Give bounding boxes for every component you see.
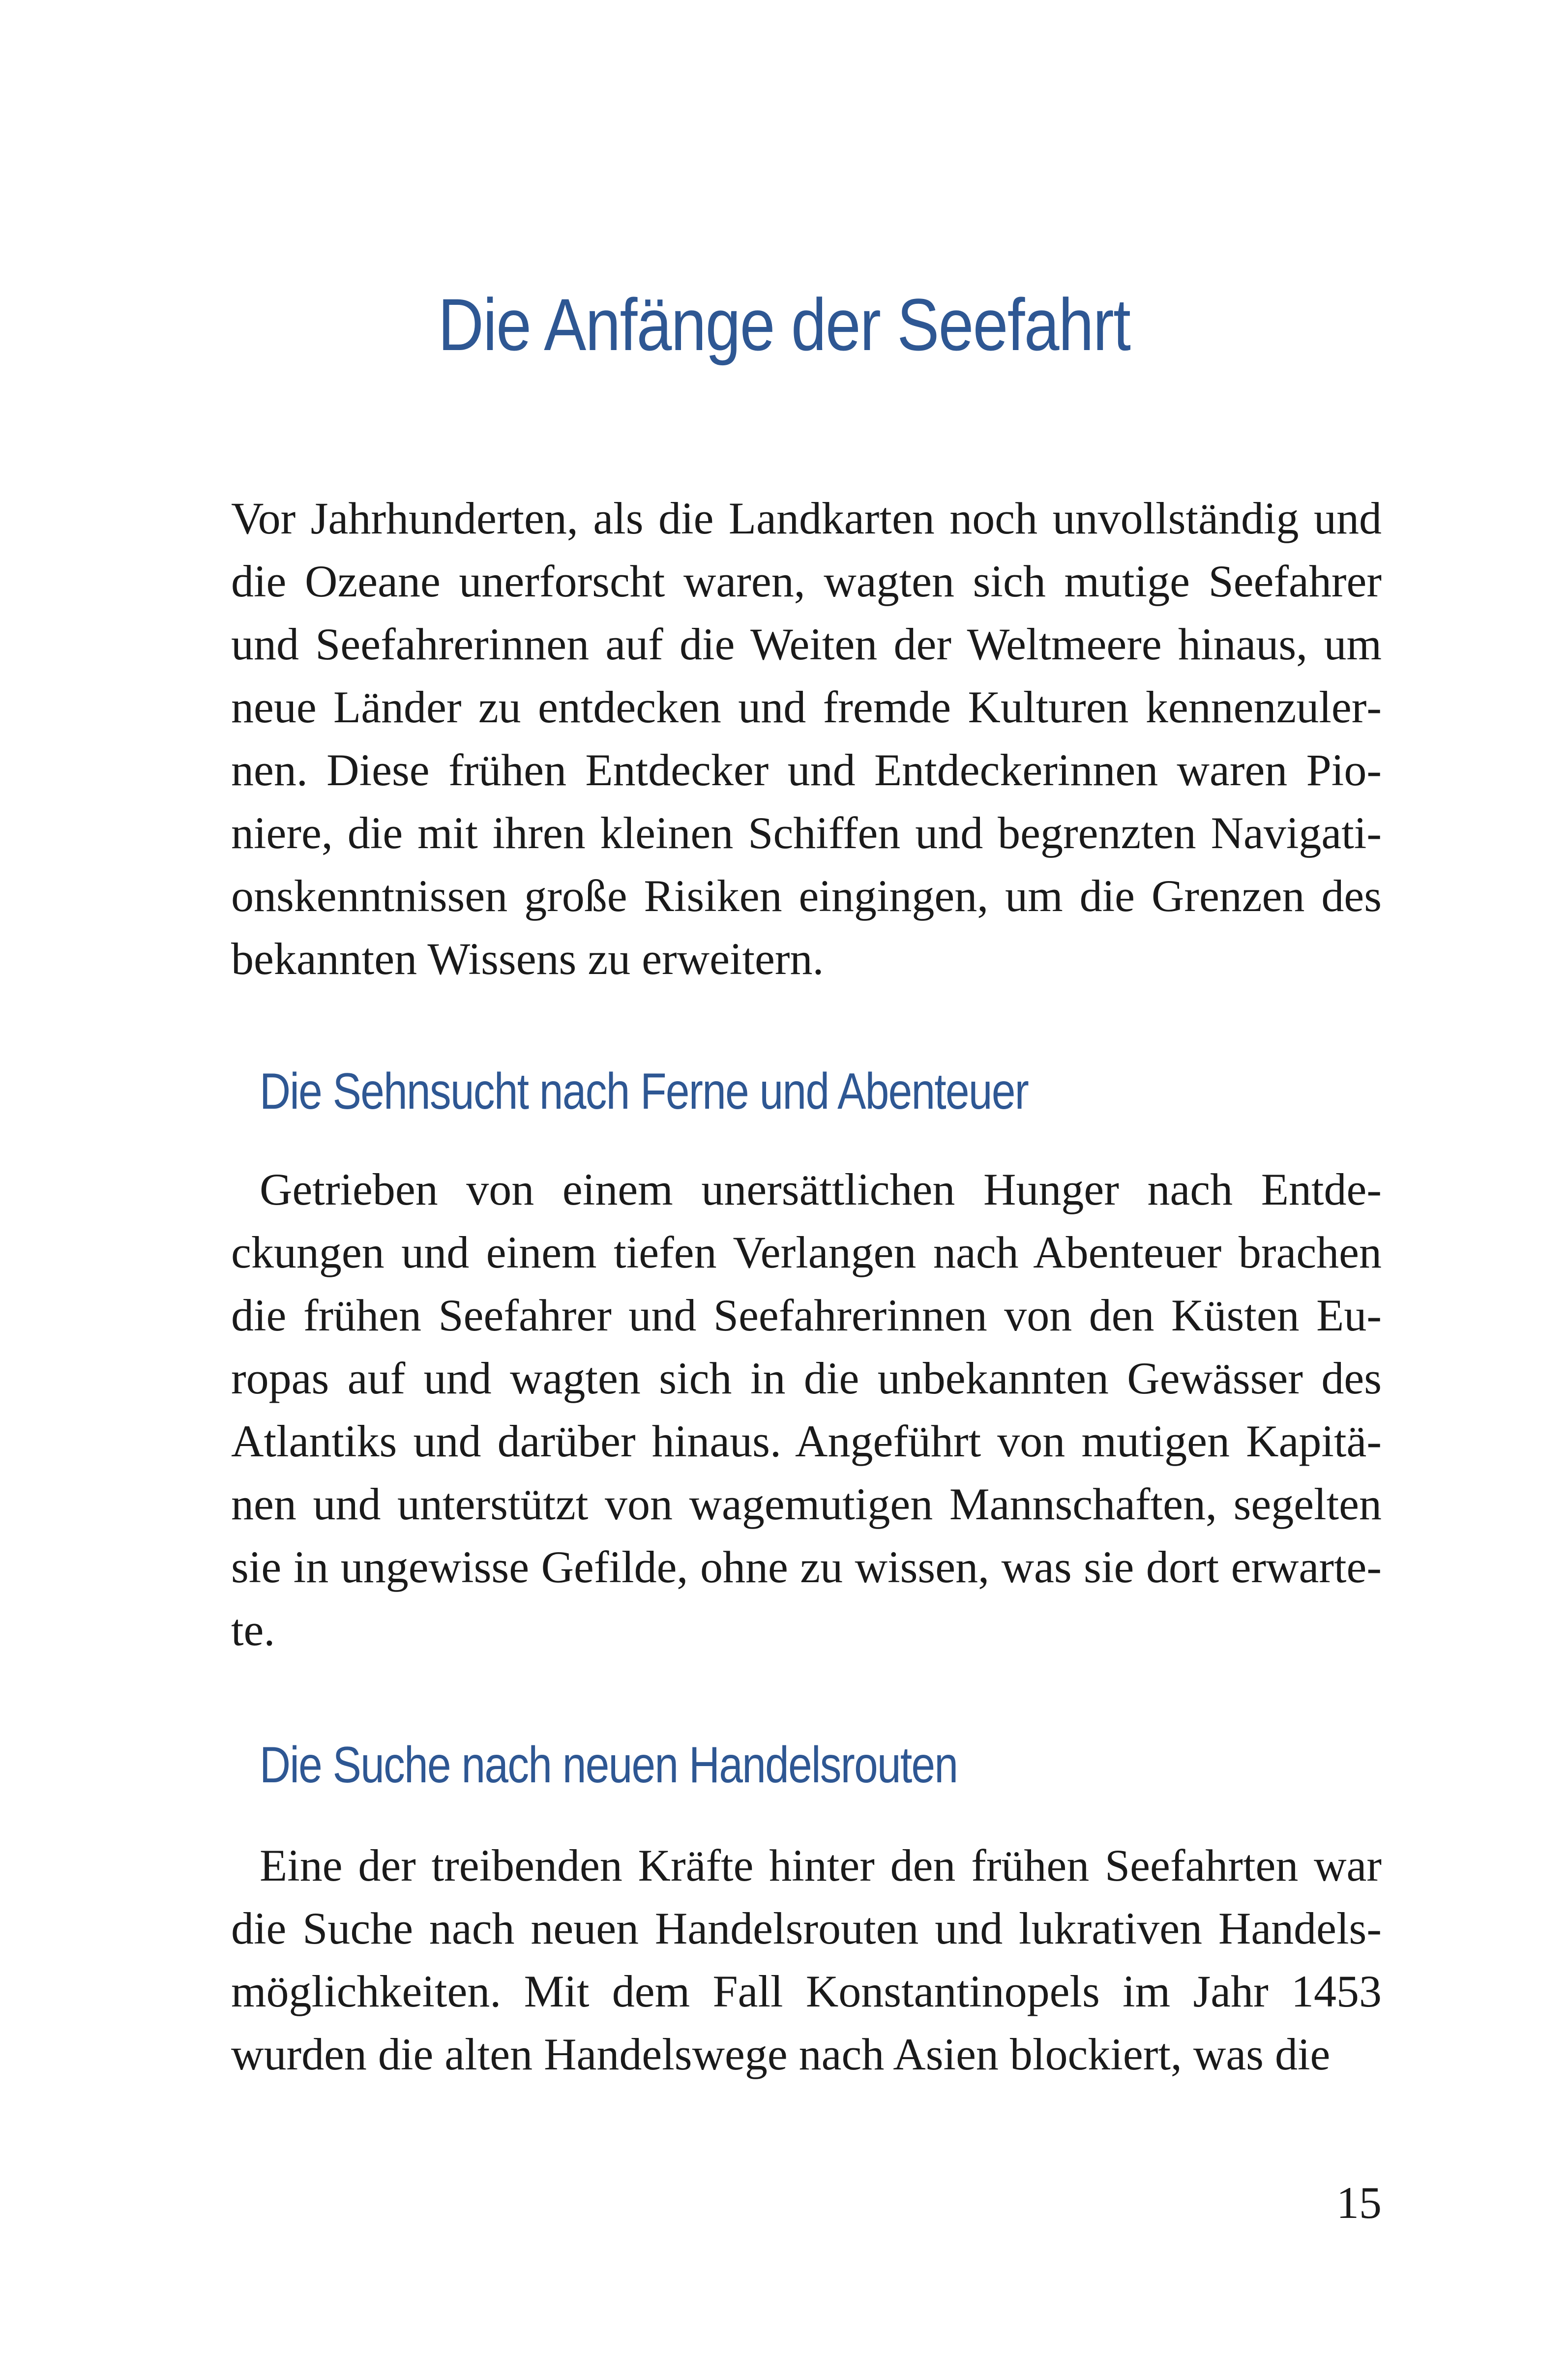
chapter-title: Die Anfänge der Seefahrt: [438, 283, 1130, 366]
section-heading-sehnsucht: Die Sehnsucht nach Ferne und Abenteuer: [260, 1063, 1029, 1120]
section-heading-handelsrouten: Die Suche nach neuen Handelsrouten: [260, 1737, 958, 1794]
page-number: 15: [1336, 2178, 1382, 2228]
intro-paragraph: Vor Jahrhunderten, als die Landkarten noch unvollständig und die Ozeane unerforscht waren, wagten sich mutige Seefahrer und Seefahrerinnen auf die Weiten der Weltmeere hinaus, um neue Länder zu entdecken und fremde Kulturen kennenzulernen. Diese frühen Entdecker und Entdeckerinnen waren Pioniere, die mit ihren kleinen Schiffen und begrenzten Navigationskenntnissen große Risiken eingingen, um die Grenzen des bekannten Wissens zu erweitern.: [231, 493, 1382, 984]
section-paragraph-sehnsucht: Getrieben von einem unersättlichen Hunger nach Entdeckungen und einem tiefen Verlangen nach Abenteuer brachen die frühen Seefahrer und Seefahrerinnen von den Küsten Europas auf und wagten sich in die unbekannten Gewässer des Atlantiks und darüber hinaus. Angeführt von mutigen Kapitänen und unterstützt von wagemutigen Mannschaften, segelten sie in ungewisse Gefilde, ohne zu wissen, was sie dort erwartete.: [231, 1164, 1382, 1655]
section-paragraph-handelsrouten: Eine der treibenden Kräfte hinter den frühen Seefahrten war die Suche nach neuen Handelsrouten und lukrativen Handelsmöglichkeiten. Mit dem Fall Konstantinopels im Jahr 1453 wurden die alten Handelswege nach Asien blockiert, was die: [231, 1840, 1382, 2079]
